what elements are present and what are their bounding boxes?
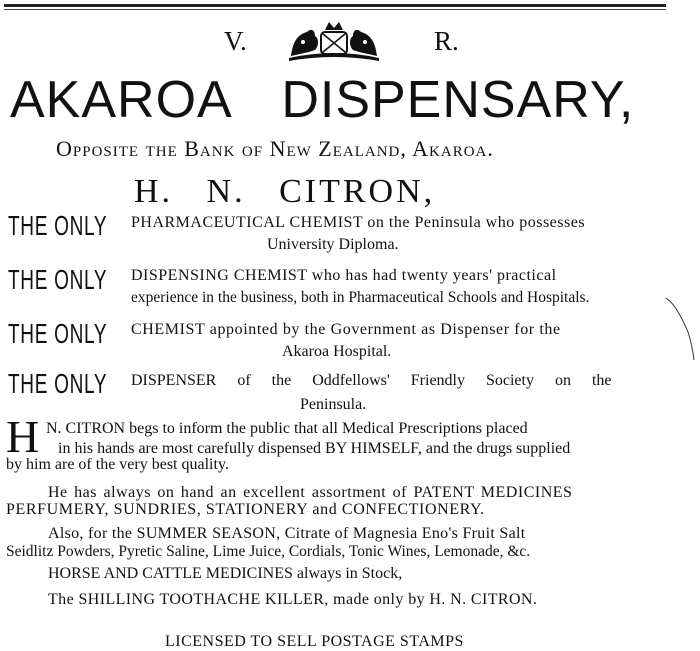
- stock-line: PERFUMERY, SUNDRIES, STATIONERY and CONFECTIONERY.: [6, 501, 485, 518]
- header-right-letter: R.: [434, 26, 459, 56]
- claim-label: THE ONLY: [8, 210, 108, 241]
- header-left-letter: V.: [224, 26, 247, 56]
- page-title: AKAROA DISPENSARY,: [10, 71, 635, 129]
- toothache-killer-line: The SHILLING TOOTHACHE KILLER, made only by H. N. CITRON.: [48, 591, 538, 608]
- summer-line: Seidlitz Powders, Pyretic Saline, Lime Juice, Cordials, Tonic Wines, Lemonade, &c.: [6, 543, 531, 560]
- summer-line: Also, for the SUMMER SEASON, Citrate of Magnesia Eno's Fruit Salt: [48, 525, 526, 542]
- claim-label: THE ONLY: [8, 368, 108, 399]
- claim-text-cont: Peninsula.: [300, 396, 367, 413]
- scratch-mark: [664, 296, 698, 364]
- claim-label: THE ONLY: [8, 318, 108, 349]
- claim-text: PHARMACEUTICAL CHEMIST on the Peninsula who possesses: [131, 214, 586, 231]
- drop-cap: H: [6, 411, 40, 462]
- stock-line: He has always on hand an excellent assortment of PATENT MEDICINES: [48, 484, 573, 501]
- top-rule-thin: [4, 9, 666, 10]
- claim-text: DISPENSER of the Oddfellows' Friendly Society on the: [131, 372, 612, 389]
- royal-coat-of-arms-icon: [285, 18, 383, 62]
- top-rule-thick: [4, 4, 666, 7]
- address-subtitle: Opposite the Bank of New Zealand, Akaroa.: [56, 136, 494, 161]
- notice-line: in his hands are most carefully dispensed BY HIMSELF, and the drugs supplied: [58, 440, 571, 457]
- claim-text-cont: Akaroa Hospital.: [282, 343, 392, 360]
- postage-license: LICENSED TO SELL POSTAGE STAMPS: [165, 633, 464, 650]
- claim-text-cont: experience in the business, both in Pharmaceutical Schools and Hospitals.: [131, 289, 590, 306]
- proprietor-name: H. N. CITRON,: [134, 173, 436, 210]
- claim-text: CHEMIST appointed by the Government as Dispenser for the: [131, 321, 561, 338]
- claim-label: THE ONLY: [8, 264, 108, 295]
- cattle-medicines-line: HORSE AND CATTLE MEDICINES always in Stock,: [48, 565, 403, 582]
- claim-text-cont: University Diploma.: [267, 236, 399, 253]
- notice-line: N. CITRON begs to inform the public that all Medical Prescriptions placed: [46, 420, 528, 437]
- claim-text: DISPENSING CHEMIST who has had twenty years' practical: [131, 267, 557, 284]
- notice-line: by him are of the very best quality.: [6, 456, 229, 473]
